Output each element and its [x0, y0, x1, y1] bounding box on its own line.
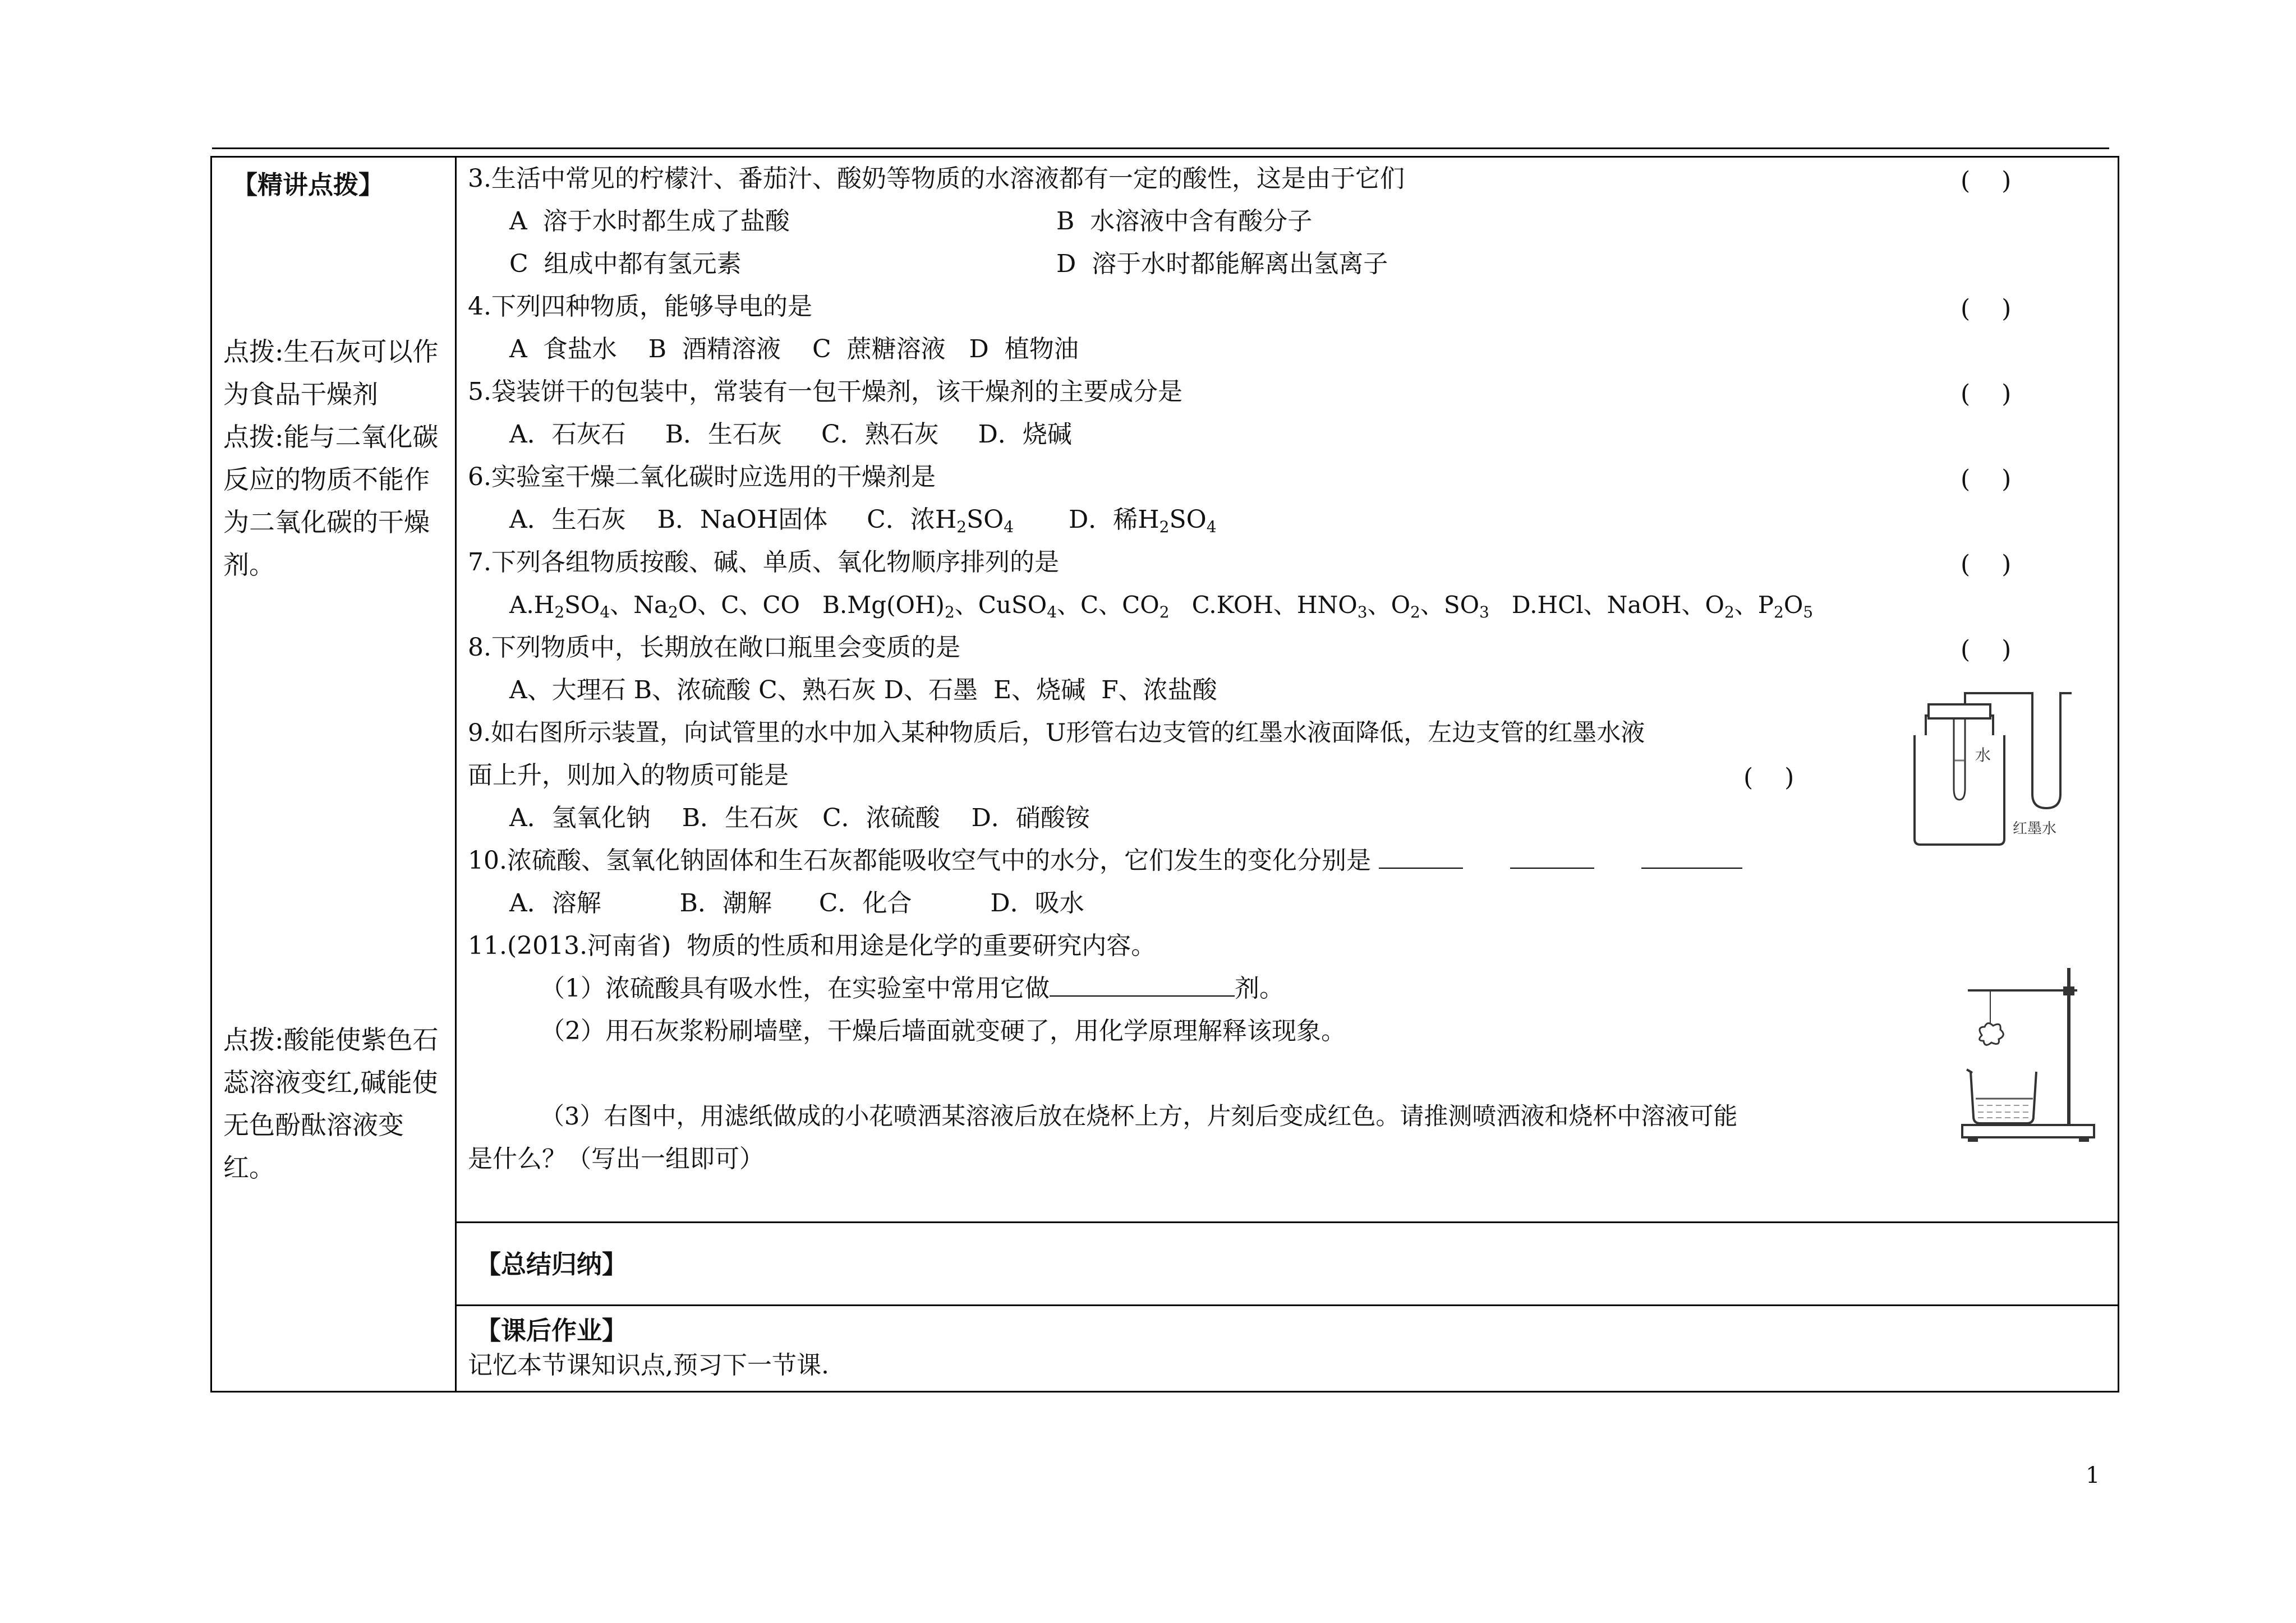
water-label: 水	[1975, 746, 1991, 764]
q5-options: A．石灰石 B．生石灰 C．熟石灰 D．烧碱	[509, 420, 1072, 449]
q4-answer-paren: ( )	[1961, 294, 2012, 323]
q11-part3-line2: 是什么？（写出一组即可）	[468, 1145, 764, 1173]
q11-part2: （2）用石灰浆粉刷墙壁，干燥后墙面就变硬了，用化学原理解释该现象。	[540, 1017, 1346, 1045]
q7-stem: 7.下列各组物质按酸、碱、单质、氧化物顺序排列的是	[468, 548, 1059, 577]
note-quicklime: 点拨:生石灰可以作为食品干燥剂	[223, 336, 439, 409]
q8-answer-paren: ( )	[1961, 635, 2012, 664]
q8-options: A、大理石 B、浓硫酸 C、熟石灰 D、石墨 E、烧碱 F、浓盐酸	[509, 676, 1217, 704]
q3-option-a: A 溶于水时都生成了盐酸	[509, 207, 790, 236]
q3-option-c: C 组成中都有氢元素	[509, 250, 742, 278]
page-number: 1	[2086, 1463, 2100, 1488]
red-ink-label: 红墨水	[2013, 820, 2057, 837]
q6-stem: 6.实验室干燥二氧化碳时应选用的干燥剂是	[468, 463, 936, 491]
q6-options: A．生石灰 B．NaOH固体 C．浓$H_2SO_4$ D．稀$H_2SO_4$	[509, 505, 1217, 536]
q4-stem: 4.下列四种物质，能够导电的是	[468, 292, 812, 321]
header-rule	[212, 147, 2109, 149]
q11-stem: 11.(2013.河南省) 物质的性质和用途是化学的重要研究内容。	[468, 932, 1156, 960]
summary-heading: 【总结归纳】	[476, 1249, 628, 1279]
lesson-table	[210, 156, 2119, 1393]
row-divider-homework	[457, 1304, 2118, 1306]
q9-answer-paren: ( )	[1743, 763, 1795, 792]
bottle-u-tube-figure	[1892, 682, 2105, 850]
q10-stem: 10.浓硫酸、氢氧化钠固体和生石灰都能吸收空气中的水分，它们发生的变化分别是	[468, 840, 1742, 882]
q3-option-d: D 溶于水时都能解离出氢离子	[1056, 250, 1388, 278]
q5-stem: 5.袋装饼干的包装中，常装有一包干燥剂，该干燥剂的主要成分是	[468, 377, 1182, 406]
stand-beaker-figure	[1951, 965, 2108, 1145]
q7-answer-paren: ( )	[1961, 550, 2012, 579]
q3-answer-paren: ( )	[1961, 167, 2012, 195]
q6-answer-paren: ( )	[1961, 465, 2012, 494]
q11-part3-line1: （3）右图中，用滤纸做成的小花喷洒某溶液后放在烧杯上方，片刻后变成红色。请推测喷洒液和烧杯中溶液可能	[540, 1103, 1738, 1131]
q9-stem-line2: 面上升，则加入的物质可能是	[468, 761, 789, 790]
note-co2-drying: 点拨:能与二氧化碳反应的物质不能作为二氧化碳的干燥剂。	[223, 422, 439, 580]
homework-text: 记忆本节课知识点,预习下一节课.	[468, 1351, 829, 1380]
q3-option-b: B 水溶液中含有酸分子	[1056, 207, 1313, 236]
column-divider	[455, 158, 457, 1391]
left-heading: 【精讲点拨】	[232, 170, 384, 200]
q5-answer-paren: ( )	[1961, 380, 2012, 408]
q7-options: $A.H_2SO_4$、$Na_2O$、C、CO $B.Mg(OH)_2$、CuSO$_4$、C、$CO_2$ C.KOH、$HNO_3$、$O_2$、$SO_3$ D.HCl、NaOH、$O_2$、$P_2O_5$	[509, 591, 1814, 621]
q11-part1: （1）浓硫酸具有吸水性，在实验室中常用它做 剂。	[540, 974, 1284, 1003]
q9-options: A．氢氧化钠 B．生石灰 C．浓硫酸 D．硝酸铵	[509, 804, 1090, 832]
q4-options: A 食盐水 B 酒精溶液 C 蔗糖溶液 D 植物油	[509, 335, 1079, 363]
row-divider-summary	[457, 1221, 2118, 1223]
homework-heading: 【课后作业】	[476, 1316, 628, 1345]
note-indicator: 点拨:酸能使紫色石蕊溶液变红,碱能使无色酚酞溶液变红。	[223, 1025, 439, 1183]
q10-options: A．溶解 B．潮解 C．化合 D．吸水	[509, 889, 1084, 917]
q3-stem: 3.生活中常见的柠檬汁、番茄汁、酸奶等物质的水溶液都有一定的酸性，这是由于它们	[468, 164, 1405, 193]
q9-stem-line1: 9.如右图所示装置，向试管里的水中加入某种物质后，U形管右边支管的红墨水液面降低，左边支管的红墨水液	[468, 719, 1645, 747]
q8-stem: 8.下列物质中，长期放在敞口瓶里会变质的是	[468, 633, 960, 662]
